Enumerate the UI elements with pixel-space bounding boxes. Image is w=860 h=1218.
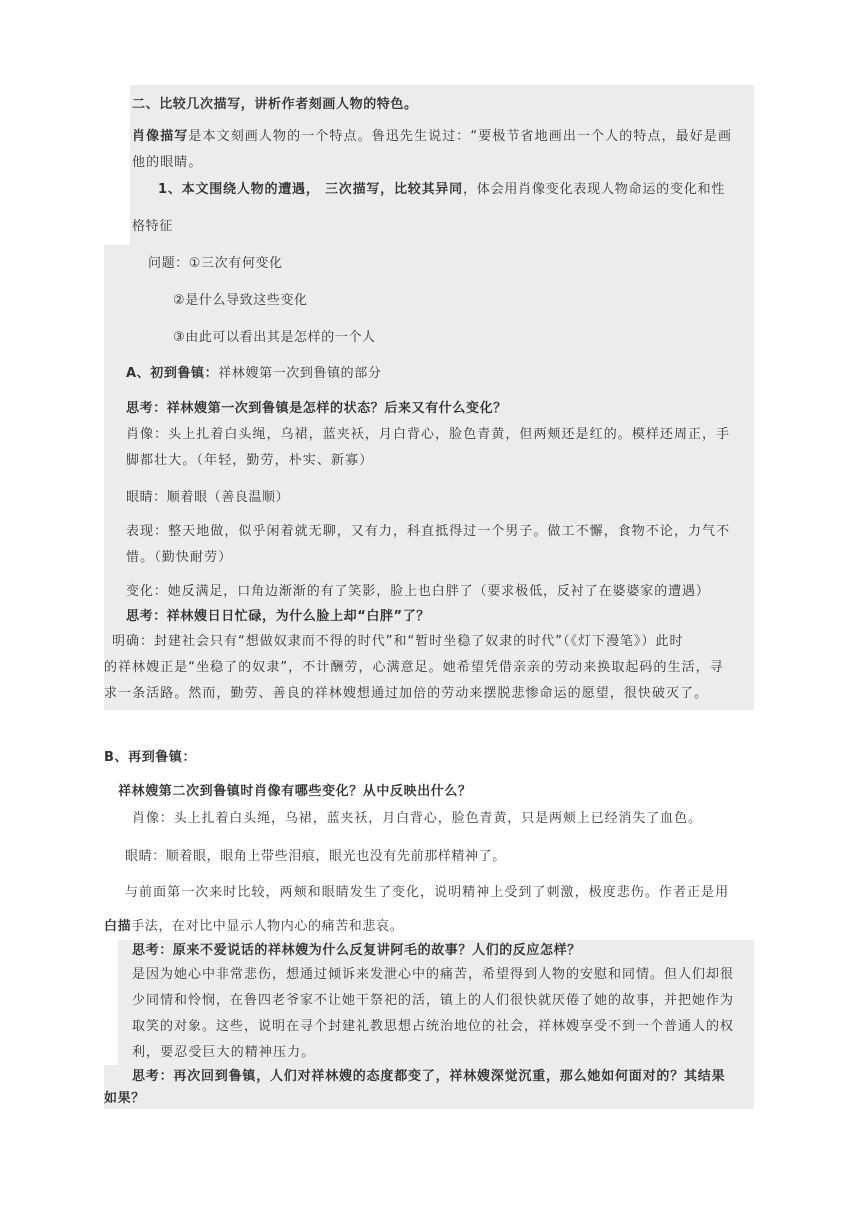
point-1-bold: 1、本文围绕人物的遭遇， 三次描写，比较其异同 xyxy=(158,182,463,197)
shade-block-part-a xyxy=(104,355,754,605)
portrait-term: 肖像描写 xyxy=(132,129,189,144)
point-1-line-2: 格特征 xyxy=(132,219,173,234)
portrait-intro-line-2: 他的眼睛。 xyxy=(132,155,203,170)
part-b-heading: B、再到鲁镇： xyxy=(104,750,197,765)
part-b-compare-line-2 xyxy=(104,918,403,936)
part-a-heading xyxy=(126,365,381,383)
part-a-behavior-line-1: 表现：整天地做，似乎闲着就无聊，又有力，科直抵得过一个男子。做工不懈，食物不论，力气不 xyxy=(126,524,731,539)
part-b-compare-rest: 手法，在对比中显示人物内心的痛苦和悲哀。 xyxy=(131,919,404,934)
part-b-eyes: 眼睛：顺着眼，眼角上带些泪痕，眼光也没有先前那样精神了。 xyxy=(125,849,506,864)
part-b-answer-line-1: 是因为她心中非常悲伤，想通过倾诉来发泄心中的痛苦，希望得到人物的安慰和同情。但人们却很 xyxy=(132,967,735,982)
part-b-think-4-line-2: 如果？ xyxy=(104,1091,145,1106)
point-1-rest: ，体会用肖像变化表现人物命运的变化和性 xyxy=(462,182,726,197)
part-a-answer-line-2: 的祥林嫂正是“坐稳了的奴隶”，不计酬劳，心满意足。她希望凭借亲亲的劳动来换取起码的生活，寻 xyxy=(104,660,724,675)
question-1: 问题：①三次有何变化 xyxy=(148,256,283,271)
part-a-think-1: 思考：祥林嫂第一次到鲁镇是怎样的状态？后来又有什么变化？ xyxy=(126,401,507,416)
part-b-think-3: 思考：原来不爱说话的祥林嫂为什么反复讲阿毛的故事？人们的反应怎样？ xyxy=(132,943,581,958)
part-a-portrait-line-1: 肖像：头上扎着白头绳，乌裙，蓝夹袄，月白背心，脸色青黄，但两颊还是红的。模样还周正，手 xyxy=(126,427,731,442)
part-b-answer-line-3: 取笑的对象。这些，说明在寻个封建礼教思想占统治地位的社会，祥林嫂享受不到一个普通人的权 xyxy=(132,1019,735,1034)
part-a-heading-bold: A、初到鲁镇： xyxy=(126,366,219,381)
part-a-answer-line-1: 明确：封建社会只有“想做奴隶而不得的时代”和“暂时坐稳了奴隶的时代”（《灯下漫笔》）此时 xyxy=(112,634,684,649)
portrait-intro-line-1 xyxy=(132,128,732,146)
section-heading: 二、比较几次描写，讲析作者刻画人物的特色。 xyxy=(132,97,418,112)
part-b-answer-line-4: 利，要忍受巨大的精神压力。 xyxy=(132,1045,316,1060)
question-3: ③由此可以看出其是怎样的一个人 xyxy=(173,330,376,345)
part-b-think-4-line-1: 思考：再次回到鲁镇，人们对祥林嫂的态度都变了，祥林嫂深觉沉重，那么她如何面对的？其结果 xyxy=(132,1069,726,1084)
part-a-answer-line-3: 求一条活路。然而，勤劳、善良的祥林嫂想通过加倍的劳动来摆脱悲惨命运的愿望，很快破灭了。 xyxy=(104,686,709,701)
part-a-behavior-line-2: 惜。（勤快耐劳） xyxy=(126,550,233,565)
part-a-think-2: 思考：祥林嫂日日忙碌，为什么脸上却“白胖”了？ xyxy=(126,609,430,624)
part-a-eyes: 眼睛：顺着眼（善良温顺） xyxy=(126,490,290,505)
part-b-compare-line-1: 与前面第一次来时比较，两颊和眼睛发生了变化，说明精神上受到了刺激，极度悲伤。作者正是用 xyxy=(125,885,730,900)
part-b-answer-line-2: 少同情和怜悯，在鲁四老爷家不让她干祭祀的活，镇上的人们很快就厌倦了她的故事，并把她作为 xyxy=(132,993,735,1008)
part-b-portrait: 肖像：头上扎着白头绳，乌裙，蓝夹袄，月白背心，脸色青黄，只是两颊上已经消失了血色。 xyxy=(132,811,702,826)
question-2: ②是什么导致这些变化 xyxy=(173,293,308,308)
part-b-compare-bold: 白描 xyxy=(104,919,132,934)
portrait-text-1: 是本文刻画人物的一个特点。鲁迅先生说过：“要极节省地画出一个人的特点，最好是画 xyxy=(188,129,733,144)
part-a-portrait-line-2: 脚都壮大。（年轻，勤劳，朴实、新寡） xyxy=(126,453,374,468)
point-1-line-1 xyxy=(158,181,725,199)
part-b-question: 祥林嫂第二次到鲁镇时肖像有哪些变化？从中反映出什么？ xyxy=(118,784,472,799)
part-a-change: 变化：她反满足，口角边渐渐的有了笑影，脸上也白胖了（要求极低，反衬了在婆婆家的遭遇） xyxy=(126,584,710,599)
part-a-heading-rest: 祥林嫂第一次到鲁镇的部分 xyxy=(218,366,382,381)
